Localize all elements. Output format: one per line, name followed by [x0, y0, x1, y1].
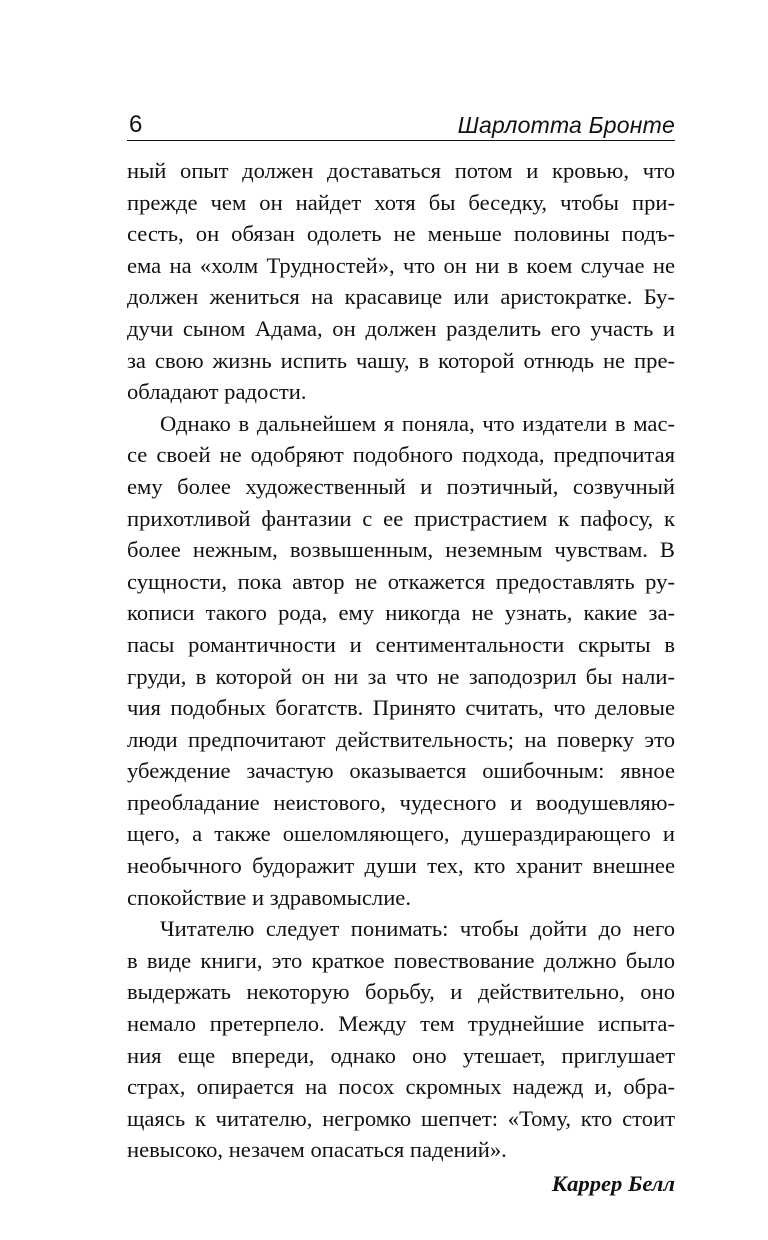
text-line: страх, опирается на посох скромных надежд и, обра- — [127, 1074, 675, 1100]
text-line: невысоко, незачем опасаться падений». — [127, 1137, 507, 1163]
text-line: преобладание неистового, чудесного и воодушевляю- — [127, 789, 675, 815]
text-line: груди, в которой он ни за что не заподозрил бы нали- — [127, 663, 675, 689]
running-header — [127, 106, 675, 141]
text-line: ния еще впереди, однако оно утешает, приглушает — [127, 1042, 675, 1068]
text-line: обладают радости. — [127, 379, 307, 405]
text-line: дучи сыном Адама, он должен разделить его участь и — [127, 315, 675, 341]
text-line: сесть, он обязан одолеть не меньше половины подъ- — [127, 221, 675, 247]
text-line: в виде книги, это краткое повествование должно было — [127, 947, 675, 973]
text-line: более нежным, возвышенным, неземным чувствам. В — [127, 537, 675, 563]
text-line: за свою жизнь испить чашу, в которой отнюдь не пре- — [127, 347, 675, 373]
text-line: убеждение зачастую оказывается ошибочным: явное — [127, 758, 675, 784]
text-line: пасы романтичности и сентиментальности скрыты в — [127, 631, 675, 657]
text-line: Однако в дальнейшем я поняла, что издатели в мас- — [160, 410, 675, 436]
running-title: Шарлотта Бронте — [457, 112, 675, 138]
text-line: выдержать некоторую борьбу, и действительно, оно — [127, 979, 675, 1005]
text-line: спокойствие и здравомыслие. — [127, 884, 411, 910]
text-line: прежде чем он найдет хотя бы беседку, чтобы при- — [127, 189, 675, 215]
text-line: люди предпочитают действительность; на поверку это — [127, 726, 675, 752]
text-line: щаясь к читателю, негромко шепчет: «Тому, кто стоит — [127, 1105, 675, 1131]
text-line: ема на «холм Трудностей», что он ни в коем случае не — [127, 252, 675, 278]
text-line: должен жениться на красавице или аристократке. Бу- — [127, 284, 675, 310]
text-line: ему более художественный и поэтичный, созвучный — [127, 473, 675, 499]
book-page — [127, 106, 675, 1200]
text-line: кописи такого рода, ему никогда не узнать, какие за- — [127, 600, 675, 626]
paragraph-publishers — [127, 408, 675, 914]
body-text — [127, 155, 675, 1200]
text-line: се своей не одобряют подобного подхода, предпочитая — [127, 442, 675, 468]
text-line: ный опыт должен доставаться потом и кровью, что — [127, 158, 675, 183]
text-line: щего, а также ошеломляющего, душераздирающего и — [127, 821, 675, 847]
text-line: прихотливой фантазии с ее пристрастием к пафосу, к — [127, 505, 675, 531]
paragraph-reader — [127, 913, 675, 1166]
text-line: чия подобных богатств. Принято считать, что деловые — [127, 695, 675, 721]
text-line: немало претерпело. Между тем труднейшие испыта- — [127, 1011, 675, 1037]
text-line: необычного будоражит души тех, кто хранит внешнее — [127, 853, 675, 879]
page-number: 6 — [129, 111, 143, 138]
text-line: Читателю следует понимать: чтобы дойти до него — [160, 916, 675, 942]
paragraph-continued — [127, 155, 675, 408]
text-line: сущности, пока автор не откажется предоставлять ру- — [127, 568, 675, 594]
author-signature: Каррер Белл — [551, 1171, 675, 1196]
